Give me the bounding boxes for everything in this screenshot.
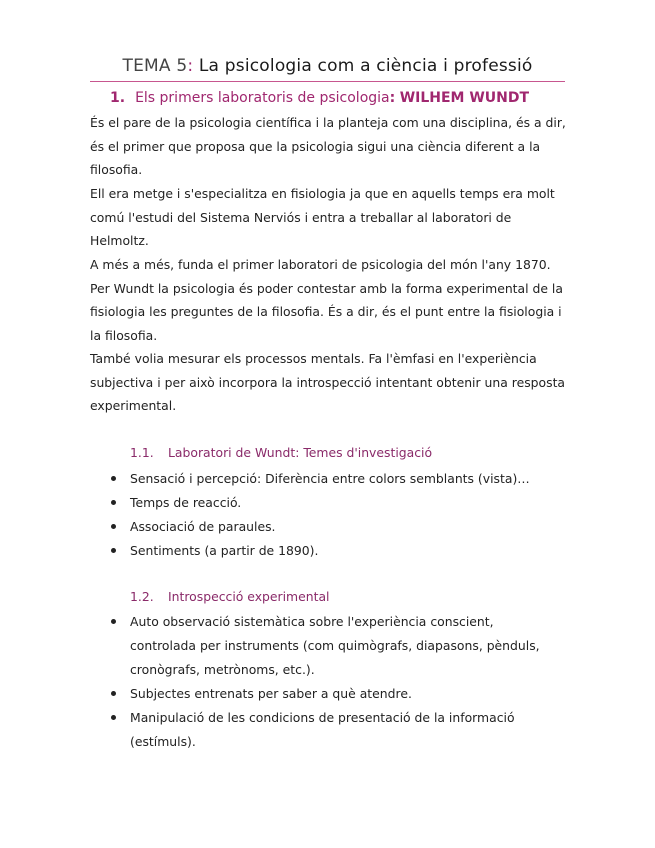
topics-list (110, 467, 560, 563)
bullet-icon (111, 619, 116, 624)
bullet-icon (111, 715, 116, 720)
section-colon: : (389, 90, 396, 106)
title-main: La psicologia com a ciència i professió (193, 56, 533, 76)
subsection-heading-1 (130, 445, 432, 460)
section-heading-1 (110, 90, 529, 106)
title-underline (90, 81, 565, 82)
title-colon: : (187, 56, 194, 76)
subsection-title: Laboratori de Wundt: Temes d'investigació (168, 445, 433, 460)
bullet-icon (111, 524, 116, 529)
paragraph-4: També volia mesurar els processos mentals. Fa l'èmfasi en l'experiència subjectiva i per això incorpora la introspecció intentant obtenir una resposta experimental. (90, 351, 566, 413)
list-item: Subjectes entrenats per saber a què atendre. (110, 682, 560, 706)
list-item: Auto observació sistemàtica sobre l'experiència conscient, controlada per instruments (com quimògrafs, diapasons, pènduls, cronògrafs, metrònoms, etc.). (110, 610, 560, 682)
list-item: Sentiments (a partir de 1890). (110, 539, 560, 563)
list-item: Sensació i percepció: Diferència entre colors semblants (vista)… (110, 467, 560, 491)
list-item: Manipulació de les condicions de presentació de la informació (estímuls). (110, 706, 560, 754)
list-item: Associació de paraules. (110, 515, 560, 539)
subsection-number: 1.1. (130, 445, 154, 460)
subsection-title: Introspecció experimental (168, 589, 330, 604)
subsection-number: 1.2. (130, 589, 154, 604)
page-title (90, 56, 565, 76)
bullet-icon (111, 691, 116, 696)
paragraph-3: A més a més, funda el primer laboratori de psicologia del món l'any 1870. Per Wundt la psicologia és poder contestar amb la forma experimental de la fisiologia les preguntes de la filosofia. És a dir, és el punt entre la fisiologia i la filosofia. (90, 257, 563, 343)
section-text: Els primers laboratoris de psicologia (135, 90, 390, 106)
section-number: 1. (110, 90, 126, 106)
list-item: Temps de reacció. (110, 491, 560, 515)
section-name: WILHEM WUNDT (399, 90, 530, 106)
bullet-icon (111, 476, 116, 481)
paragraph-1: És el pare de la psicologia científica i la planteja com una disciplina, és a dir, és el primer que proposa que la psicologia sigui una ciència diferent a la filosofia. (90, 115, 566, 177)
paragraph-2: Ell era metge i s'especialitza en fisiologia ja que en aquells temps era molt comú l'estudi del Sistema Nerviós i entra a treballar al laboratori de Helmoltz. (90, 186, 555, 248)
introspection-list (110, 610, 560, 754)
subsection-heading-2 (130, 589, 330, 604)
bullet-icon (111, 548, 116, 553)
title-tema: TEMA 5 (122, 56, 188, 76)
bullet-icon (111, 500, 116, 505)
